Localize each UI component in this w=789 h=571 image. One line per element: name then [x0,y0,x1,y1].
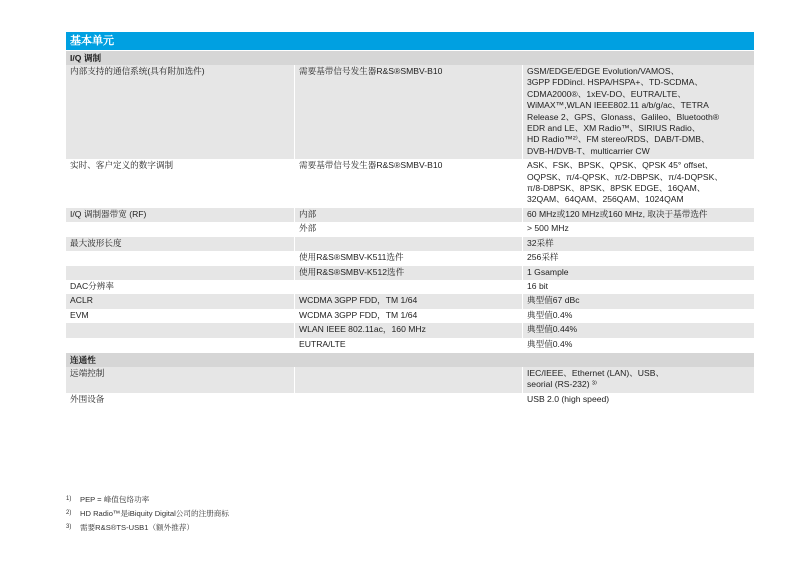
table-title: 基本单元 [66,32,754,50]
section-heading-iq: I/Q 调制 [66,50,754,65]
condition-cell: 外部 [295,222,523,236]
table-row [66,280,754,294]
table-row [66,367,754,393]
value-line: 3GPP FDDincl. HSPA/HSPA+、TD-SCDMA、 [527,77,703,88]
condition-cell: WCDMA 3GPP FDD，TM 1/64 [295,309,523,323]
param-name-cell: EVM [66,309,295,323]
value-line: IEC/IEEE、Ethernet (LAN)、USB、 [527,367,665,378]
value-line: 60 MHz或120 MHz或160 MHz, 取决于基带选件 [527,208,708,219]
condition-cell [295,393,523,407]
param-name-cell: 外围设备 [66,393,295,407]
condition-cell: 需要基带信号发生器R&S®SMBV-B10 [295,159,523,208]
value-cell [523,251,754,265]
footnote-text: HD Radio™是iBiquity Digital公司的注册商标 [80,509,229,518]
param-name-cell: 远端控制 [66,367,295,393]
value-cell [523,266,754,280]
condition-cell: 使用R&S®SMBV-K512选件 [295,266,523,280]
table-row [66,65,754,159]
table-row [66,266,754,280]
section-iq-rows [66,65,754,352]
table-row [66,251,754,265]
footnote-2 [66,508,229,519]
condition-cell [295,367,523,393]
value-line: CDMA2000®、1xEV-DO、EUTRA/LTE、 [527,88,686,99]
value-line: Release 2、GPS、Glonass、Galileo、Bluetooth® [527,111,720,122]
param-name-cell: DAC分辨率 [66,280,295,294]
table-row [66,294,754,308]
param-name-cell: 内部支持的通信系统(具有附加选件) [66,65,295,159]
condition-cell: 内部 [295,208,523,222]
value-line: DVB-H/DVB-T、multicarrier CW [527,145,650,156]
table-row [66,208,754,222]
footnote-marker: 2) [66,510,72,516]
value-line: GSM/EDGE/EDGE Evolution/VAMOS、 [527,66,680,76]
value-line: 典型值0.4% [527,338,573,349]
table-row [66,309,754,323]
value-cell [523,338,754,352]
value-cell [523,367,754,393]
table-row [66,323,754,337]
value-line: OQPSK、π/4-QPSK、π/2-DBPSK、π/4-DQPSK、 [527,171,723,182]
param-name-cell [66,251,295,265]
spec-table [66,32,754,407]
condition-cell [295,237,523,251]
footnote-3 [66,522,194,533]
value-line: 1 Gsample [527,266,569,277]
table-row [66,393,754,407]
value-cell [523,65,754,159]
value-line: > 500 MHz [527,223,569,234]
param-name-cell: ACLR [66,294,295,308]
value-line: 典型值0.4% [527,309,573,320]
footnote-marker: 3) [66,524,72,530]
section-connectivity-rows [66,367,754,407]
footnote-1 [66,494,149,505]
condition-cell: EUTRA/LTE [295,338,523,352]
condition-cell: 需要基带信号发生器R&S®SMBV-B10 [295,65,523,159]
table-row [66,159,754,208]
condition-cell [295,280,523,294]
param-name-cell [66,323,295,337]
value-line: 16 bit [527,280,549,291]
value-line: 典型值67 dBc [527,295,580,306]
value-line: USB 2.0 (high speed) [527,393,610,404]
condition-cell: 使用R&S®SMBV-K511选件 [295,251,523,265]
value-line: seorial (RS-232) ³⁾ [527,379,597,390]
value-cell [523,159,754,208]
value-cell [523,323,754,337]
value-line: π/8-D8PSK、8PSK、8PSK EDGE、16QAM、 [527,183,706,194]
value-line: EDR and LE、XM Radio™、SIRIUS Radio、 [527,123,701,134]
value-cell [523,280,754,294]
value-line: 32采样 [527,237,554,248]
param-name-cell: I/Q 调制器带宽 (RF) [66,208,295,222]
table-row [66,237,754,251]
param-name-cell [66,222,295,236]
condition-cell: WCDMA 3GPP FDD，TM 1/64 [295,294,523,308]
section-heading-connectivity: 连通性 [66,352,754,367]
value-line: HD Radio™²⁾、FM stereo/RDS、DAB/T-DMB、 [527,134,710,145]
param-name-cell [66,338,295,352]
footnote-marker: 1) [66,496,72,502]
condition-cell: WLAN IEEE 802.11ac，160 MHz [295,323,523,337]
value-cell [523,294,754,308]
param-name-cell [66,266,295,280]
value-line: 32QAM、64QAM、256QAM、1024QAM [527,194,684,205]
footnote-text: PEP = 峰值包络功率 [80,495,150,504]
value-line: 256采样 [527,252,559,263]
value-cell [523,208,754,222]
param-name-cell: 实时、客户定义的数字调制 [66,159,295,208]
value-cell [523,237,754,251]
param-name-cell: 最大波形长度 [66,237,295,251]
table-row [66,338,754,352]
table-row [66,222,754,236]
value-line: WiMAX™,WLAN IEEE802.11 a/b/g/ac、TETRA [527,100,709,111]
value-cell [523,393,754,407]
footnote-text: 需要R&S®TS-USB1（额外推荐） [80,523,195,532]
value-line: ASK、FSK、BPSK、QPSK、QPSK 45° offset、 [527,160,714,171]
value-line: 典型值0.44% [527,324,578,335]
value-cell [523,309,754,323]
value-cell [523,222,754,236]
